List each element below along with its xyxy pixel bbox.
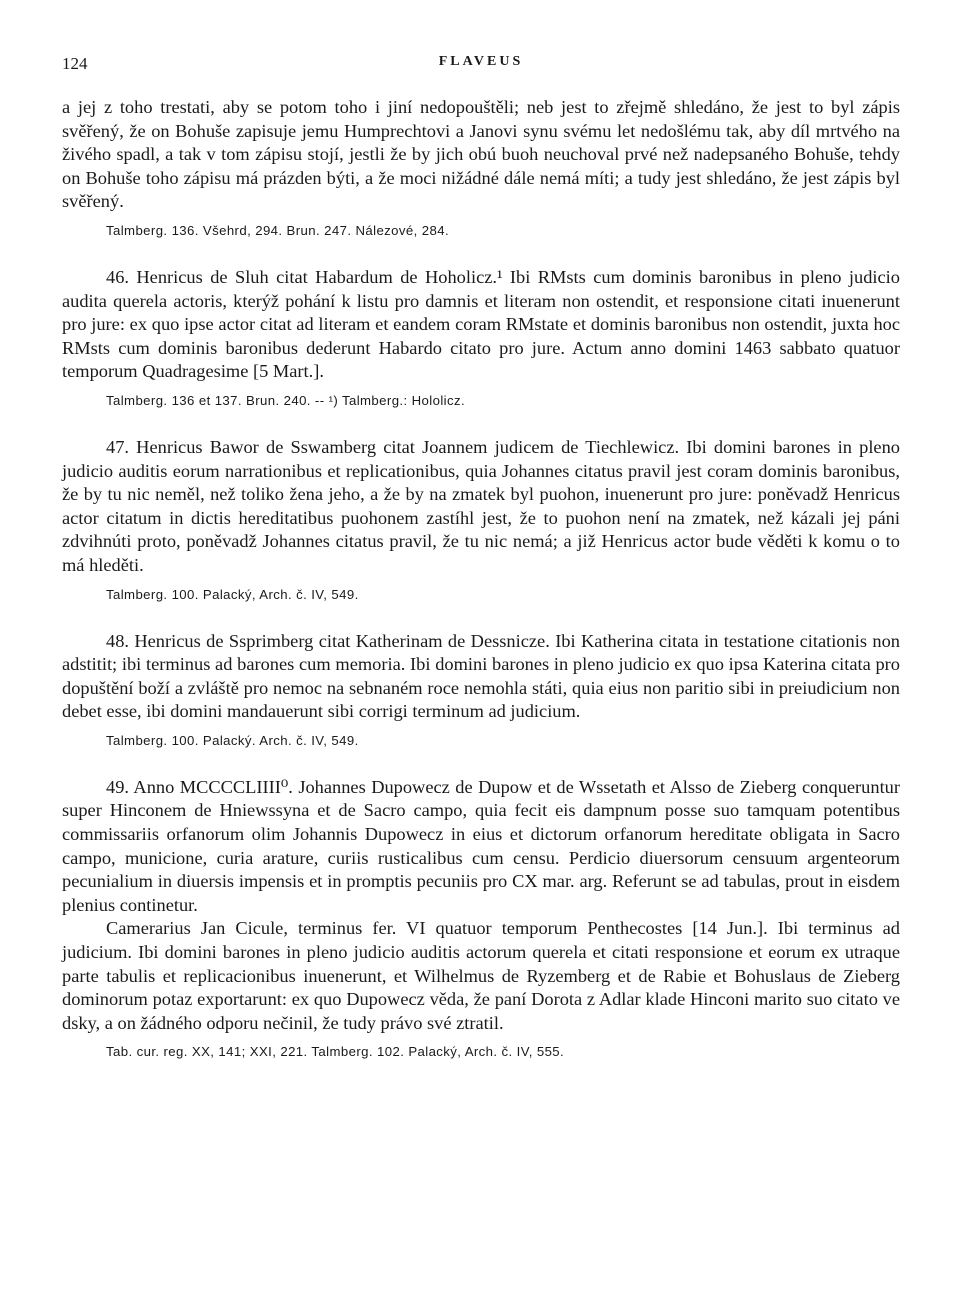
running-title: FLAVEUS xyxy=(438,54,524,69)
entry-reference: Talmberg. 136. Všehrd, 294. Brun. 247. Nálezové, 284. xyxy=(106,222,450,238)
entry-reference: Talmberg. 100. Palacký, Arch. č. IV, 549. xyxy=(106,586,359,602)
running-head xyxy=(62,54,900,84)
entry-paragraph: a jej z toho trestati, aby se potom toho i jiní nedopouštěli; neb jest to zřejmě shledáno, že jest to byl zápis svěřený, že on Bohuše zapisuje jemu Humprechtovi a Janovi synu svému let nedošlému tak, aby díl mrtvého na živého spadl, a tak v tom zápisu stojí, jestli že by jich obú buoh neuchoval prvé než nadepsaného Bohuše, tehdy on Bohuše toho zápisu má prázden býti, a že moci nižádné dále nemá míti; a tudy jest shledáno, že jest zápis byl svěřený. xyxy=(62,97,900,212)
entry-48 xyxy=(62,630,900,750)
entry-paragraph: 49. Anno MCCCCLIIII⁰. Johannes Dupowecz de Dupow et de Wssetath et Alsso de Zieberg conqueruntur super Hinconem de Hniewssyna et de Sacro campo, quia fecit eis dampnum posse suo tamquam potentibus commissariis orfanorum olim Johannis Dupowecz in eius et dictorum orfanorum hereditate obligata in Sacro campo, municione, curia arature, curiis rusticalibus cum censu. Perdicio diuersorum censuum argenteorum pecunialium in diuersis impensis et in promptis pecuniis pro CX mar. arg. Referunt se ad tabulas, prout in eisdem plenius continetur. xyxy=(62,776,900,915)
entry-49 xyxy=(62,776,900,1062)
entry-reference: Talmberg. 136 et 137. Brun. 240. -- ¹) Talmberg.: Hololicz. xyxy=(106,392,466,408)
entry-47 xyxy=(62,436,900,604)
entry-paragraph: 48. Henricus de Ssprimberg citat Katherinam de Dessnicze. Ibi Katherina citata in testatione citationis non adstitit; ibi terminus ad barones cum memoria. Ibi domini barones in pleno judicio ex quo ipsa Katerina citata pro dopuštění boží a zvláště pro nemoc na sebnaném roce nemohla státi, quia eius non paritio sibi in preiudicium non debet esse, ibi domini mandauerunt sibi corrigi terminum ad judicium. xyxy=(62,630,900,722)
entry-paragraph: Camerarius Jan Cicule, terminus fer. VI quatuor temporum Penthecostes [14 Jun.]. Ibi terminus ad judicium. Ibi domini barones in pleno judicio auditis actorum querela et citati responsione et eorum ex utraque parte tabulis et replicacionibus inuenerunt, et Wilhelmus de Ryzemberg et de Rabie et Bohuslaus de Zieberg dominorum potaz exportarunt: ex quo Dupowecz věda, že paní Dorota z Adlar klade Hinconi marito suo citato ve dsky, a on žádného odporu nečinil, že tudy právo své ztratil. xyxy=(62,918,900,1033)
entry-45-continuation xyxy=(62,96,900,240)
entry-paragraph: 46. Henricus de Sluh citat Habardum de Hoholicz.¹ Ibi RMsts cum dominis baronibus in pleno judicio audita querela actoris, kterýž pohání k listu pro damnis et literam non ostendit, et responsione citati inuenerunt pro jure: ex quo ipse actor citat ad literam et eandem coram RMstate et dominis baronibus non ostendit, juxta hoc RMsts cum dominis baronibus dederunt Habardo citato pro jure. Actum anno domini 1463 sabbato quatuor temporum Quadragesime [5 Mart.]. xyxy=(62,266,900,382)
entry-paragraph: 47. Henricus Bawor de Sswamberg citat Joannem judicem de Tiechlewicz. Ibi domini barones in pleno judicio auditis eorum narrationibus et replicationibus, quia Johannes citatus pravil jest coram dominis baronibus, že by tu nic neměl, než toliko žena jeho, a že by na zmatek byl puohon, inuenerunt pro jure: poněvadž Henricus actor citatum in dictis hereditatibus puohonem zastíhl jest, že to puohon není na zmatek, než kázali jej páni zdvihnúti proto, poněvadž Johannes citatus pravil, že tu nic nemá; a již Henricus actor bude věděti k komu o to má hleděti. xyxy=(62,436,900,575)
book-page xyxy=(62,54,900,1087)
entry-reference: Tab. cur. reg. XX, 141; XXI, 221. Talmberg. 102. Palacký, Arch. č. IV, 555. xyxy=(106,1044,565,1060)
page-number: 124 xyxy=(62,54,88,73)
entry-46 xyxy=(62,266,900,410)
entry-reference: Talmberg. 100. Palacký. Arch. č. IV, 549. xyxy=(106,732,359,748)
